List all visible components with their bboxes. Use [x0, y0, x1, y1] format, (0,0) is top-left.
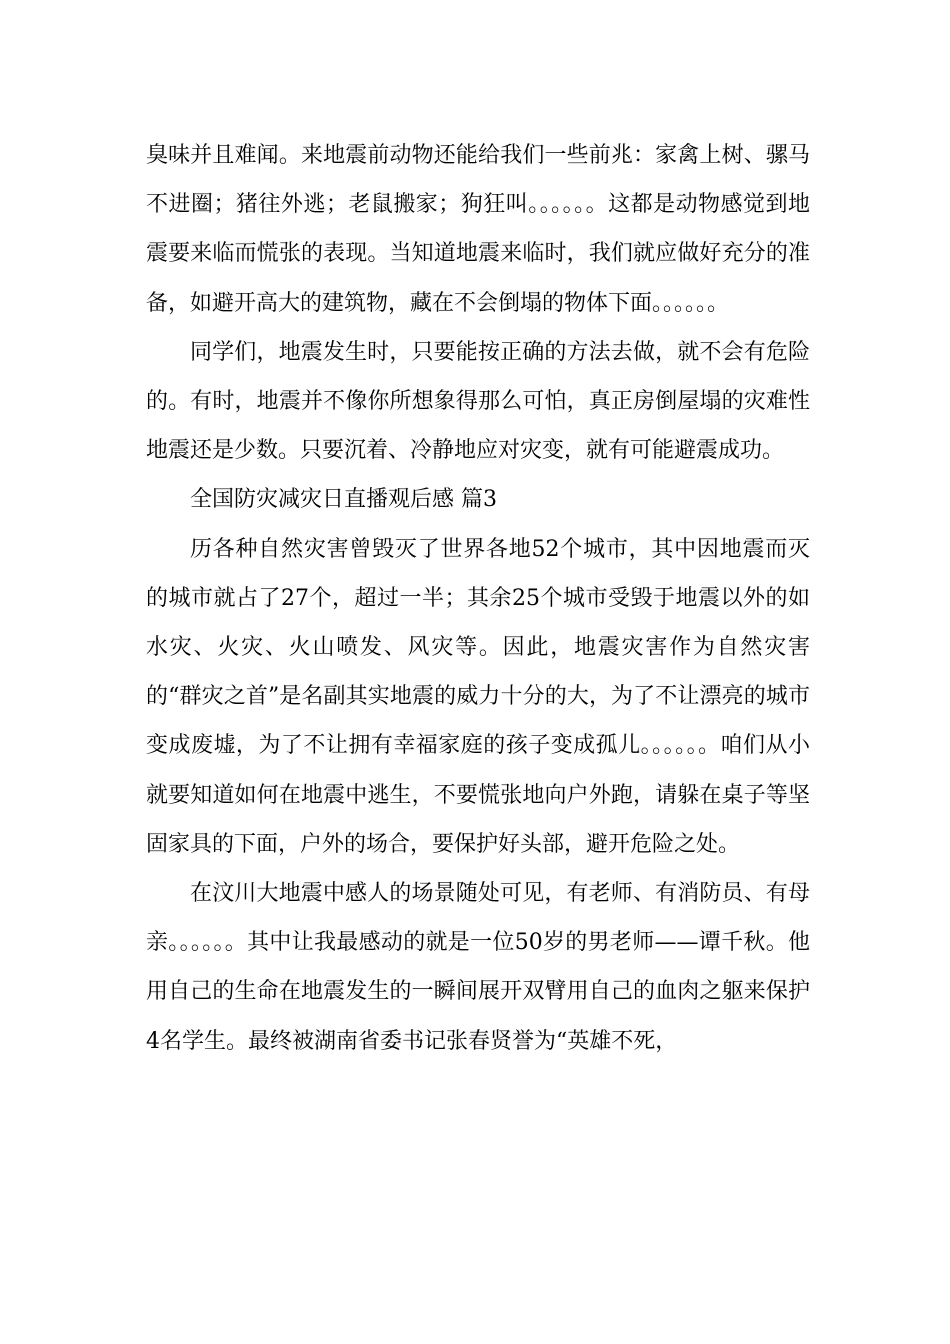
section-heading: 全国防灾减灾日直播观后感 篇3: [190, 487, 497, 513]
paragraph-continuation: 臭味并且难闻。来地震前动物还能给我们一些前兆：家禽上树、骡马不进圈；猪往外逃；老鼠搬家；狗狂叫。。。。。。这都是动物感觉到地震要来临而慌张的表现。当知道地震来临时，我们就应做好充分的准备，如避开高大的建筑物，藏在不会倒塌的物体下面。。。。。。: [146, 143, 810, 316]
document-body: [146, 131, 810, 1066]
paragraph-disaster-history: 历各种自然灾害曾毁灭了世界各地52个城市，其中因地震而灭的城市就占了27个，超过一半；其余25个城市受毁于地震以外的如水灾、火灾、火山喷发、风灾等。因此，地震灾害作为自然灾害的“群灾之首”是名副其实地震的威力十分的大，为了不让漂亮的城市变成废墟，为了不让拥有幸福家庭的孩子变成孤儿。。。。。。咱们从小就要知道如何在地震中逃生，不要慌张地向户外跑，请躲在桌子等坚固家具的下面，户外的场合，要保护好头部，避开危险之处。: [146, 536, 810, 857]
paragraph-earthquake-safety: 同学们，地震发生时，只要能按正确的方法去做，就不会有危险的。有时，地震并不像你所想象得那么可怕，真正房倒屋塌的灾难性地震还是少数。只要沉着、冷静地应对灾变，就有可能避震成功。: [146, 339, 810, 464]
paragraph-wenchuan: 在汶川大地震中感人的场景随处可见，有老师、有消防员、有母亲。。。。。。其中让我最感动的就是一位50岁的男老师——谭千秋。他用自己的生命在地震发生的一瞬间展开双臂用自己的血肉之躯来保护4名学生。最终被湖南省委书记张春贤誉为“英雄不死，: [146, 881, 810, 1054]
